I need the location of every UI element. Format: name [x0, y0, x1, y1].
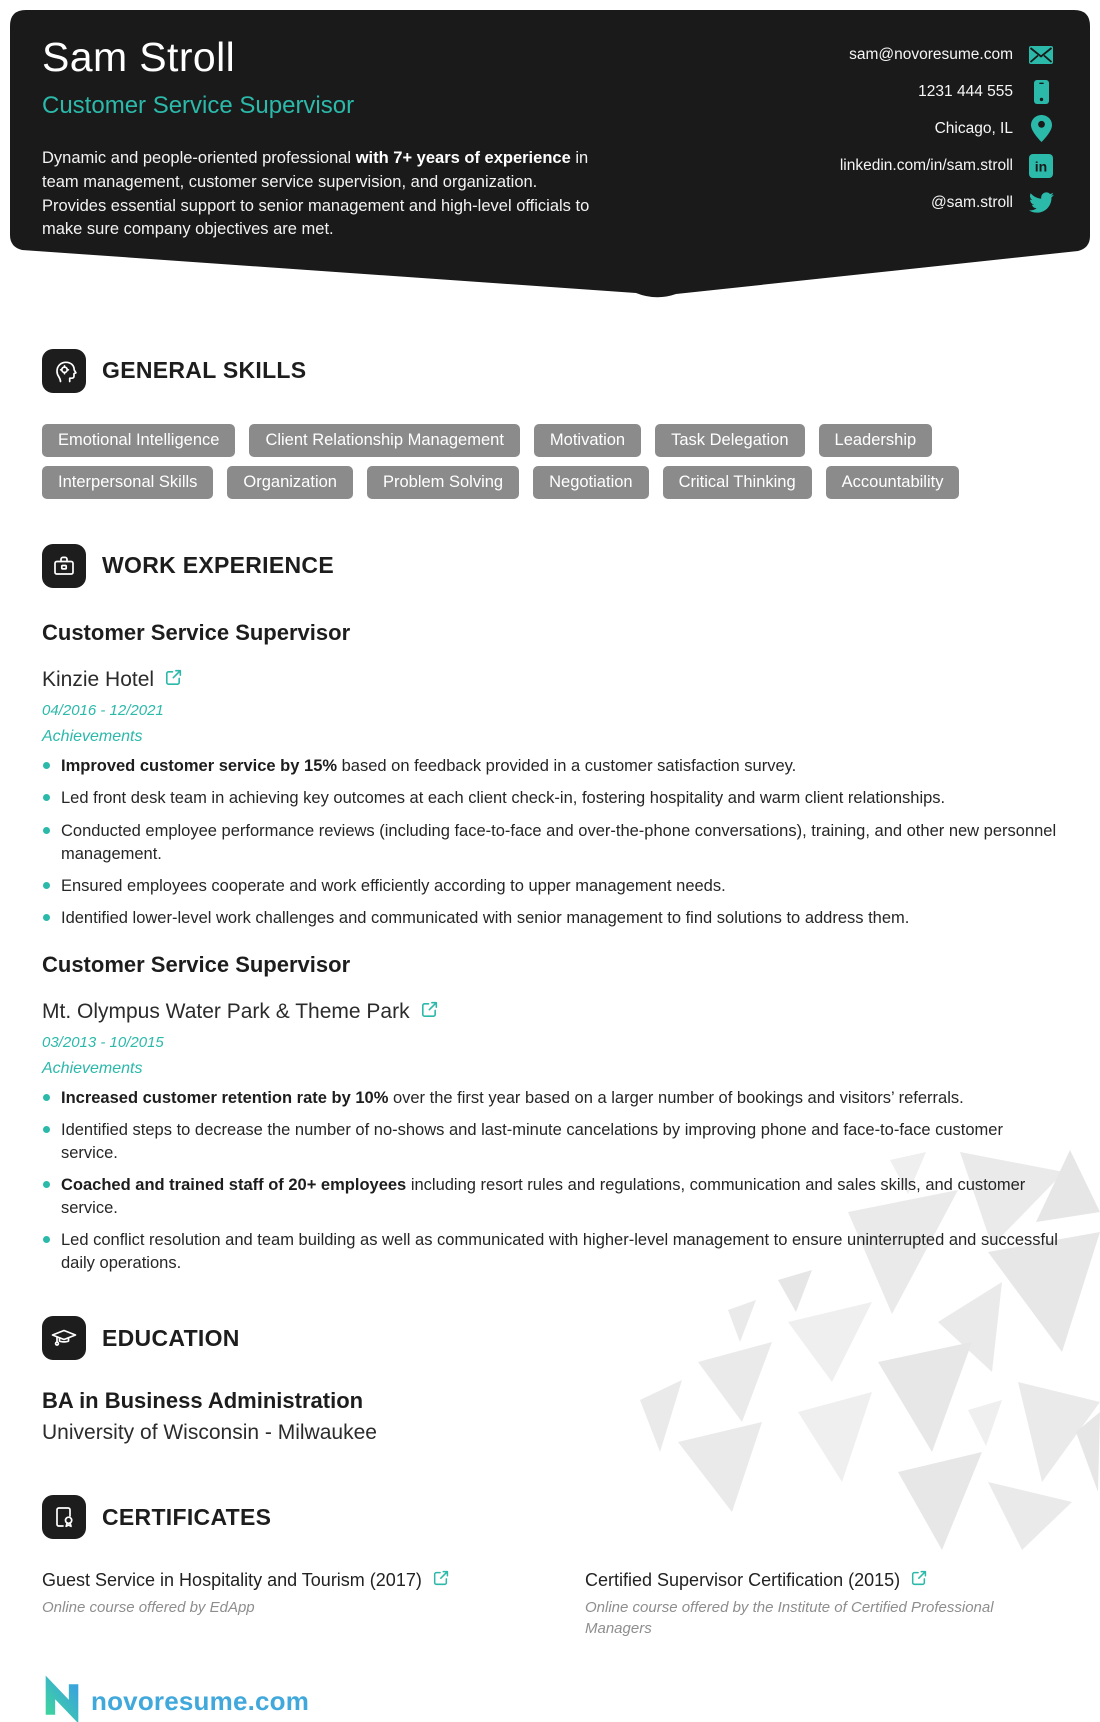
- certificate-issuer: Online course offered by the Institute of Certified Professional Managers: [585, 1598, 994, 1637]
- contact-phone-value[interactable]: 1231 444 555: [918, 82, 1013, 100]
- contact-list: [840, 34, 1054, 259]
- email-icon: [1028, 46, 1054, 64]
- head-gears-icon: [42, 349, 86, 393]
- skill-tag: Accountability: [826, 466, 960, 499]
- header-identity: [42, 34, 602, 259]
- skill-tag: Emotional Intelligence: [42, 424, 235, 457]
- skill-tag: Motivation: [534, 424, 641, 457]
- achievement-item: Led front desk team in achieving key outcomes at each client check-in, fostering hospitality and warm client relationships.: [42, 787, 1058, 810]
- education-section-title: EDUCATION: [102, 1324, 240, 1351]
- location-pin-icon: [1028, 115, 1054, 142]
- skill-tag: Client Relationship Management: [249, 424, 519, 457]
- professional-summary: [42, 147, 602, 242]
- twitter-icon[interactable]: [1028, 192, 1054, 213]
- contact-row-linkedin[interactable]: [840, 147, 1054, 184]
- graduation-cap-icon: [42, 1316, 86, 1360]
- skills-section-header: [42, 338, 1058, 403]
- job-headline: Customer Service Supervisor: [42, 92, 355, 119]
- contact-email-value[interactable]: sam@novoresume.com: [849, 45, 1013, 63]
- achievement-item: Improved customer service by 15% based on feedback provided in a customer satisfaction survey.: [42, 755, 1058, 778]
- skill-tag: Task Delegation: [655, 424, 804, 457]
- skill-tag: Critical Thinking: [663, 466, 812, 499]
- novoresume-logo-text[interactable]: novoresume.com: [91, 1685, 310, 1716]
- job-title: Customer Service Supervisor: [42, 620, 351, 646]
- contact-location-value: Chicago, IL: [934, 119, 1013, 137]
- employment-dates: 04/2016 - 12/2021: [42, 702, 164, 720]
- certificate-icon: [42, 1495, 86, 1539]
- company-name: Mt. Olympus Water Park & Theme Park: [42, 999, 410, 1023]
- briefcase-icon: [42, 544, 86, 588]
- work-section-header: [42, 533, 1058, 598]
- contact-row-phone[interactable]: [840, 73, 1054, 110]
- resume-header: [0, 0, 1100, 302]
- certificate-title: Guest Service in Hospitality and Tourism (2017): [42, 1569, 422, 1590]
- person-name: Sam Stroll: [42, 34, 236, 80]
- certificate-list: [42, 1570, 1058, 1639]
- contact-linkedin-value[interactable]: linkedin.com/in/sam.stroll: [839, 156, 1013, 174]
- svg-text:in: in: [1034, 158, 1048, 174]
- achievement-list: [42, 755, 1058, 930]
- achievement-item: Led conflict resolution and team building as well as communicated with higher-level management to ensure uninterrupted and successful daily operations.: [42, 1229, 1058, 1275]
- achievement-item: Ensured employees cooperate and work efficiently according to upper management needs.: [42, 875, 1058, 898]
- degree-name: BA in Business Administration: [42, 1387, 364, 1413]
- achievement-list: [42, 1087, 1058, 1276]
- education-section-header: [42, 1306, 1058, 1371]
- certificates-section-title: CERTIFICATES: [102, 1503, 272, 1530]
- novoresume-logo[interactable]: [42, 1681, 1058, 1722]
- contact-twitter-value[interactable]: @sam.stroll: [930, 193, 1013, 211]
- external-link-icon[interactable]: [421, 1000, 438, 1024]
- skill-tag: Problem Solving: [367, 466, 519, 499]
- summary-bold-text: with 7+ years of experience: [355, 149, 571, 167]
- resume-body: [0, 338, 1100, 1722]
- phone-icon: [1028, 80, 1054, 104]
- certificate-issuer: Online course offered by EdApp: [42, 1598, 255, 1616]
- linkedin-icon[interactable]: [1028, 154, 1054, 178]
- work-section-title: WORK EXPERIENCE: [102, 552, 334, 579]
- job-title: Customer Service Supervisor: [42, 951, 351, 977]
- achievements-label: Achievements: [42, 1059, 143, 1077]
- contact-row-email[interactable]: [840, 36, 1054, 73]
- school-name: University of Wisconsin - Milwaukee: [42, 1420, 377, 1444]
- skill-tag: Negotiation: [533, 466, 648, 499]
- achievement-item: Identified lower-level work challenges and communicated with senior management to find solutions to address them.: [42, 907, 1058, 930]
- company-name: Kinzie Hotel: [42, 668, 155, 692]
- summary-text: Dynamic and people-oriented professional: [42, 149, 356, 167]
- job-entry-kinzie-hotel: [42, 620, 1058, 930]
- section-general-skills: [42, 338, 1058, 499]
- job-entry-mt-olympus: [42, 952, 1058, 1276]
- skill-tag: Organization: [227, 466, 353, 499]
- skill-tag: Interpersonal Skills: [42, 466, 213, 499]
- achievements-label: Achievements: [42, 728, 143, 746]
- achievement-item: Increased customer retention rate by 10% over the first year based on a larger number of bookings and visitors’ referrals.: [42, 1087, 1058, 1110]
- contact-row-twitter[interactable]: [840, 184, 1054, 221]
- skill-tag: Leadership: [819, 424, 933, 457]
- skill-tag-list: [42, 424, 1007, 499]
- external-link-icon[interactable]: [165, 668, 182, 692]
- novoresume-n-icon: [42, 1681, 82, 1722]
- section-work-experience: [42, 533, 1058, 1275]
- section-certificates: [42, 1485, 1058, 1639]
- achievement-item: Conducted employee performance reviews (including face-to-face and over-the-phone conversations), training, and other new personnel management.: [42, 820, 1058, 866]
- certificates-section-header: [42, 1485, 1058, 1550]
- external-link-icon[interactable]: [433, 1570, 449, 1591]
- certificate-title: Certified Supervisor Certification (2015): [585, 1569, 901, 1590]
- achievement-item: Coached and trained staff of 20+ employees including resort rules and regulations, communication and sales skills, and customer service.: [42, 1174, 1058, 1220]
- contact-row-location: [840, 110, 1054, 147]
- summary-text: in team management, customer service supervision, and organization. Provides essential support to senior management and high-level officials to make sure company objectives are met.: [42, 149, 590, 239]
- external-link-icon[interactable]: [911, 1570, 927, 1591]
- certificate-item: [585, 1570, 1058, 1639]
- section-education: [42, 1306, 1058, 1445]
- skills-section-title: GENERAL SKILLS: [102, 357, 307, 384]
- employment-dates: 03/2013 - 10/2015: [42, 1033, 164, 1051]
- achievement-item: Identified steps to decrease the number of no-shows and last-minute cancelations by improving phone and face-to-face customer service.: [42, 1119, 1058, 1165]
- certificate-item: [42, 1570, 585, 1639]
